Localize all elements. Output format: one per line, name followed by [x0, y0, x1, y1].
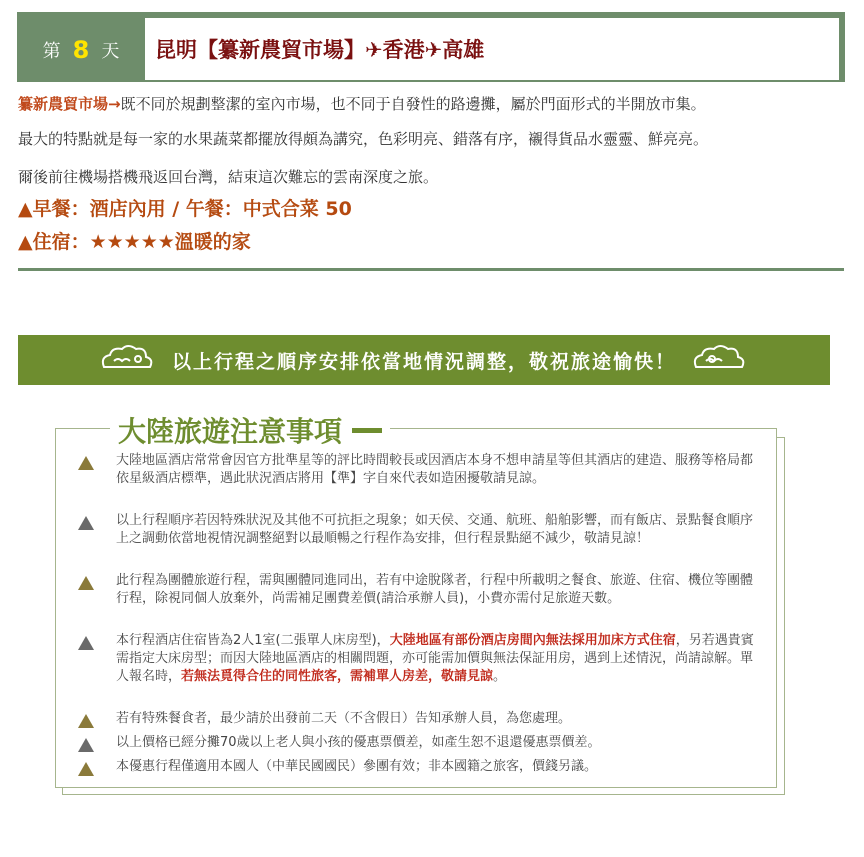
description-text-1: 既不同於規劃整潔的室內市場，也不同于自發性的路邊攤，屬於門面形式的半開放市集。 — [120, 95, 706, 113]
notice-item — [78, 572, 758, 608]
day-prefix: 第 — [42, 41, 61, 62]
notice-item-text — [116, 632, 758, 686]
market-label: 纂新農貿市場→ — [18, 95, 121, 113]
notice-item — [78, 758, 758, 776]
description-line-3: 爾後前往機場搭機飛返回台灣，結束這次難忘的雲南深度之旅。 — [18, 168, 439, 186]
day-route-title — [145, 18, 839, 80]
title-underline — [352, 428, 382, 433]
notice-item-warning-2: 若無法覓得合住的同性旅客，需補單人房差，敬請見諒 — [181, 669, 494, 684]
notice-item-text: 此行程為團體旅遊行程，需與團體同進同出，若有中途脫隊者，行程中所載明之餐食、旅遊、住宿、機位等團體行程，除視同個人放棄外，尚需補足團費差價(請洽承辦人員)，小費亦需付足旅遊天數。 — [116, 573, 754, 606]
notice-title — [110, 410, 390, 450]
section-divider — [18, 268, 844, 271]
notice-item-text: 以上價格已經分攤70歲以上老人與小孩的優惠票價差，如產生恕不退還優惠票價差。 — [116, 735, 601, 750]
triangle-bullet-icon — [78, 714, 94, 728]
meals-line: ▲早餐：酒店內用 / 午餐：中式合菜 50 — [18, 198, 352, 220]
notice-item-text-b: ，另若遇貴賓需指定大床房型；而因大陸地區酒店的相關問題，亦可能需加價與無法保証用房，遇到上述情況，尚請諒解。單人報名時， — [116, 633, 754, 684]
day-suffix: 天 — [101, 41, 120, 62]
notice-item — [78, 734, 758, 752]
day-number: 8 — [72, 36, 90, 64]
notice-item-text: 大陸地區酒店常常會因官方批準星等的評比時間較長或因酒店本身不想申請星等但其酒店的建造、服務等格局都依星級酒店標準，遇此狀況酒店將用【準】字自來代表如造困擾敬請見諒。 — [116, 453, 754, 486]
triangle-bullet-icon — [78, 762, 94, 776]
notice-item-text-a: 本行程酒店住宿皆為2人1室(二張單人床房型)， — [116, 633, 390, 648]
notice-item-text-c: 。 — [493, 669, 507, 684]
day-header — [17, 12, 845, 82]
notice-item-text: 以上行程順序若因特殊狀況及其他不可抗拒之現象；如天侯、交通、航班、船舶影響，而有飯店、景點餐食順序上之調動依當地視情況調整絕對以最順暢之行程作為安排，但行程景點絕不減少，敬請見諒！ — [116, 513, 754, 546]
notice-item — [78, 512, 758, 548]
notice-item-text: 若有特殊餐食者，最少請於出發前二天（不含假日）告知承辦人員，為您處理。 — [116, 711, 572, 726]
description-line-1 — [18, 93, 858, 114]
day-badge — [17, 18, 145, 82]
banner-text: 以上行程之順序安排依當地情況調整，敬祝旅途愉快！ — [171, 350, 676, 373]
greeting-banner — [18, 335, 830, 385]
notice-item-text: 本優惠行程僅適用本國人（中華民國國民）參團有效；非本國籍之旅客，價錢另議。 — [116, 759, 598, 774]
notice-item — [78, 710, 758, 728]
cloud-left-icon — [98, 343, 158, 377]
description-line-2: 最大的特點就是每一家的水果蔬菜都擺放得頗為講究，色彩明亮、錯落有序，襯得貨品水靈靈、鮮亮亮。 — [18, 130, 709, 148]
triangle-bullet-icon — [78, 636, 94, 650]
notice-item-warning-1: 大陸地區有部份酒店房間內無法採用加床方式住宿 — [389, 633, 676, 648]
hotel-line: ▲住宿：★★★★★溫暖的家 — [18, 231, 251, 253]
triangle-bullet-icon — [78, 738, 94, 752]
triangle-bullet-icon — [78, 576, 94, 590]
cloud-right-icon — [690, 343, 750, 377]
triangle-bullet-icon — [78, 456, 94, 470]
notice-title-text: 大陸旅遊注意事項 — [118, 415, 343, 448]
triangle-bullet-icon — [78, 516, 94, 530]
notice-item — [78, 452, 758, 488]
route-text: 昆明【纂新農貿市場】✈香港✈高雄 — [155, 38, 485, 62]
notice-item — [78, 632, 758, 686]
